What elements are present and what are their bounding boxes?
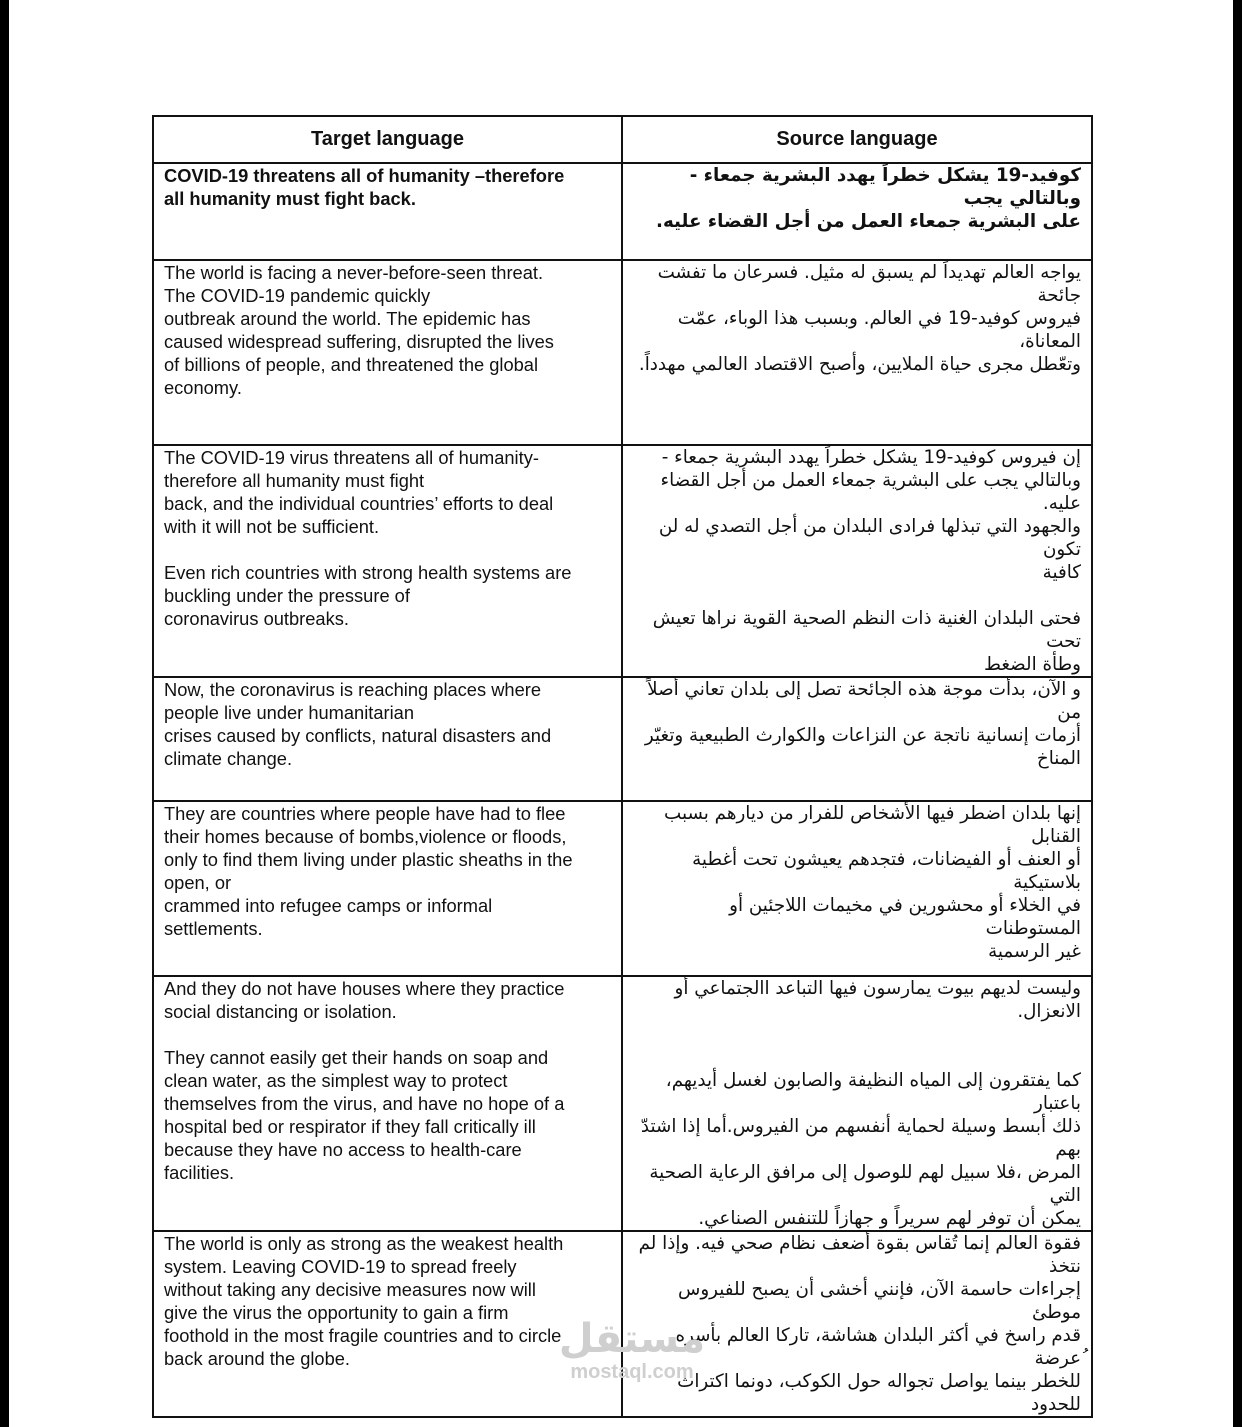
- target-cell: [153, 677, 622, 801]
- source-cell: [622, 163, 1092, 260]
- source-cell: [622, 976, 1092, 1231]
- table-row: [153, 801, 1092, 976]
- target-cell: [153, 445, 622, 677]
- table-row: [153, 445, 1092, 677]
- table-row: [153, 163, 1092, 260]
- target-cell: [153, 163, 622, 260]
- watermark-logo: مستقل: [558, 1316, 706, 1362]
- source-paragraph: و الآن، بدأت موجة هذه الجائحة تصل إلى بلدان تعاني أصلاً من أزمات إنسانية ناتجة عن النزاعات والكوارث الطبيعية وتغيّر المناخ: [644, 679, 1081, 769]
- target-paragraph: The world is only as strong as the weakest health system. Leaving COVID-19 to spread freely without taking any decisive measures now will give the virus the opportunity to gain a firm foothold in the most fragile countries and to circle back around the globe.: [164, 1233, 564, 1369]
- target-paragraph: COVID-19 threatens all of humanity –therefore all humanity must fight back.: [164, 165, 565, 209]
- source-paragraph: إنها بلدان اضطر فيها الأشخاص للفرار من ديارهم بسبب القنابل أو العنف أو الفيضانات، فتجدهم يعيشون تحت أغطية بلاستيكية في الخلاء أو محشورين في مخيمات اللاجئين أو المستوطنات غير الرسمية: [664, 803, 1081, 962]
- target-cell: [153, 801, 622, 976]
- source-cell: [622, 445, 1092, 677]
- source-cell: [622, 677, 1092, 801]
- source-paragraph: يواجه العالم تهديداً لم يسبق له مثيل. فسرعان ما تفشت جائحة فيروس كوفيد-19 في العالم. وبسبب هذا الوباء، عمّت المعاناة، وتعّطل مجرى حياة الملايين، وأصبح الاقتصاد العالمي مهدداً.: [638, 262, 1081, 375]
- table-row: [153, 260, 1092, 445]
- document-page: [9, 0, 1233, 1427]
- source-paragraph: فقوة العالم إنما تُقاس بقوة أضعف نظام صحي فيه. وإذا لم نتخذ إجراءات حاسمة الآن، فإنني أخشى أن يصبح للفيروس موطئ قدم راسخ في أكثر البلدان هشاشة، تاركا العالم بأسره ُعرضة للخطر بينما يواصل تجواله حول الكوكب، دونما اكتراث للحدود: [638, 1233, 1081, 1415]
- target-paragraph: The world is facing a never-before-seen threat. The COVID-19 pandemic quickly outbreak around the world. The epidemic has caused widespread suffering, disrupted the lives of billions of people, and threatened the global economy.: [164, 262, 554, 398]
- target-cell: [153, 1231, 622, 1417]
- header-row: [153, 116, 1092, 163]
- source-paragraph: وليست لديهم بيوت يمارسون فيها التباعد االجتماعي أو الانعزال.: [674, 978, 1081, 1022]
- source-cell: [622, 260, 1092, 445]
- source-paragraph: فحتى البلدان الغنية ذات النظم الصحية القوية نراها تعيش تحت وطأة الضغط: [652, 608, 1081, 675]
- source-paragraph: إن فيروس كوفيد-19 يشكل خطراً يهدد البشرية جمعاء - وبالتالي يجب على البشرية جمعاء العمل من أجل القضاء عليه. والجهود التي تبذلها فرادى البلدان من أجل التصدي له لن تكون كافية: [658, 447, 1081, 583]
- table-row: [153, 677, 1092, 801]
- source-cell: [622, 1231, 1092, 1417]
- target-cell: [153, 260, 622, 445]
- target-language-header: Target language: [153, 116, 622, 163]
- source-cell: [622, 801, 1092, 976]
- table-row: [153, 1231, 1092, 1417]
- target-paragraph: They cannot easily get their hands on soap and clean water, as the simplest way to protect themselves from the virus, and have no hope of a hospital bed or respirator if they fall critically ill because they have no access to health-care facilities.: [164, 1047, 565, 1183]
- target-cell: [153, 976, 622, 1231]
- watermark-url: mostaql.com: [570, 1361, 694, 1383]
- target-paragraph: Even rich countries with strong health systems are buckling under the pressure of coronavirus outbreaks.: [164, 562, 572, 629]
- target-paragraph: And they do not have houses where they practice social distancing or isolation.: [164, 978, 565, 1022]
- translation-table: [152, 115, 1093, 1418]
- target-paragraph: Now, the coronavirus is reaching places where people live under humanitarian crises caused by conflicts, natural disasters and climate change.: [164, 679, 552, 769]
- source-paragraph: كوفيد-19 يشكل خطراً يهدد البشرية جمعاء - وبالتالي يجب على البشرية جمعاء العمل من أجل القضاء عليه.: [656, 165, 1081, 232]
- target-paragraph: They are countries where people have had to flee their homes because of bombs,violence or floods, only to find them living under plastic sheaths in the open, or crammed into refugee camps or informal settlements.: [164, 803, 573, 939]
- table-row: [153, 976, 1092, 1231]
- target-paragraph: The COVID-19 virus threatens all of humanity- therefore all humanity must fight back, and the individual countries’ efforts to deal with it will not be sufficient.: [164, 447, 554, 537]
- source-language-header: Source language: [622, 116, 1092, 163]
- source-paragraph: كما يفتقرون إلى المياه النظيفة والصابون لغسل أيديهم، باعتبار ذلك أبسط وسيلة لحماية أنفسهم من الفيروس.أما إذا اشتدّ بهم المرض ،فلا سبيل لهم للوصول إلى مرافق الرعاية الصحية التي يمكن أن توفر لهم سريراً و جهازاً للتنفس الصناعي.: [640, 1070, 1081, 1229]
